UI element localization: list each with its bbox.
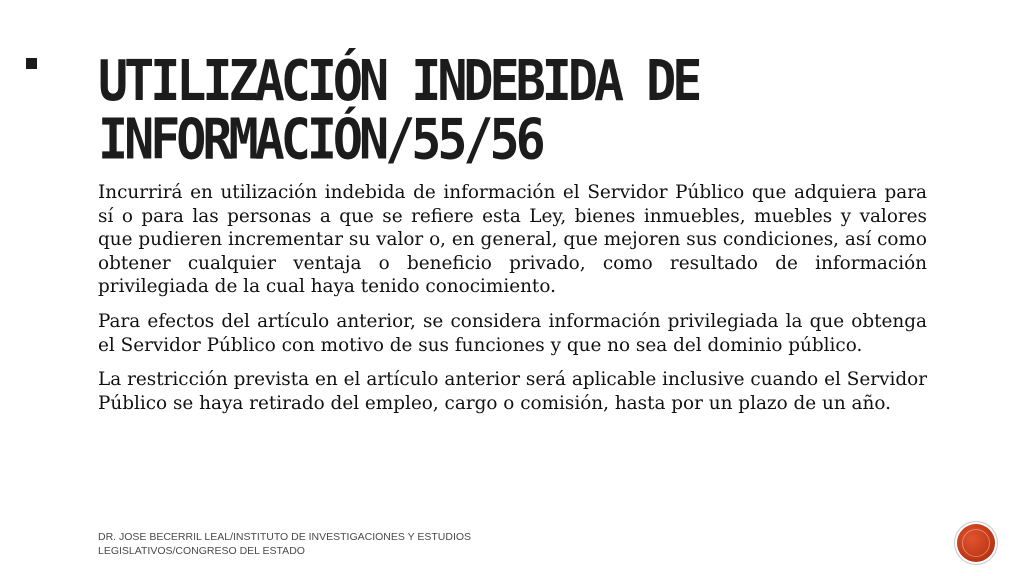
- page-number-badge-icon: [957, 524, 995, 562]
- slide-footer: [98, 530, 568, 558]
- slide-title-line-2: INFORMACIÓN/55/56: [98, 106, 542, 172]
- slide-title-line-1: UTILIZACIÓN INDEBIDA DE: [98, 48, 699, 114]
- slide-body: [98, 181, 927, 426]
- slide-title: [98, 48, 958, 172]
- square-bullet-icon: [26, 58, 37, 69]
- page-badge-ring: [962, 529, 990, 557]
- footer-line-1: DR. JOSE BECERRIL LEAL/INSTITUTO DE INVESTIGACIONES Y ESTUDIOS: [98, 531, 472, 543]
- paragraph-2: Para efectos del artículo anterior, se considera información privilegiada la que obtenga el Servidor Público con motivo de sus funciones y que no sea del dominio público.: [98, 310, 927, 356]
- footer-line-2: LEGISLATIVOS/CONGRESO DEL ESTADO: [98, 545, 305, 557]
- paragraph-3: La restricción prevista en el artículo anterior será aplicable inclusive cuando el Servidor Público se haya retirado del empleo, cargo o comisión, hasta por un plazo de un año.: [98, 369, 927, 414]
- paragraph-1: Incurrirá en utilización indebida de información el Servidor Público que adquiera para sí o para las personas a que se refiere esta Ley, bienes inmuebles, muebles y valores que pudieren incrementar su valor o, en general, que mejoren sus condiciones, así como obtener cualquier ventaja o beneficio privado, como resultado de información privilegiada de la cual haya tenido conocimiento.: [98, 182, 927, 298]
